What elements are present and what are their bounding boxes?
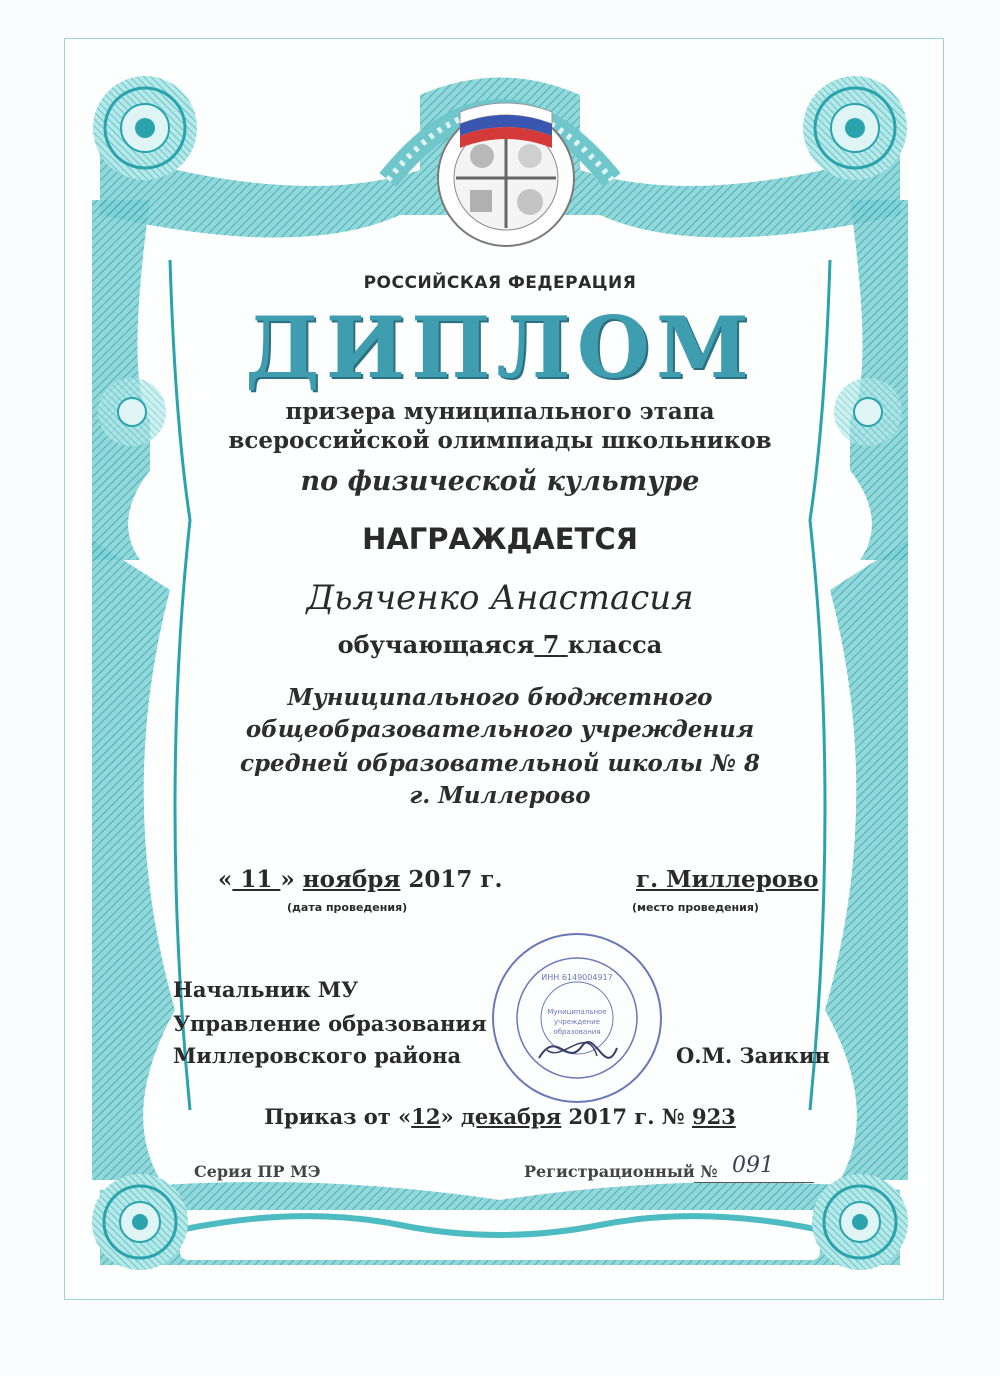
country-heading: РОССИЙСКАЯ ФЕДЕРАЦИЯ — [363, 273, 637, 293]
event-year: 2017 г. — [400, 866, 503, 893]
svg-text:ИНН 6149004917: ИНН 6149004917 — [541, 973, 613, 982]
subject-line: по физической культуре — [300, 466, 700, 497]
grade-number: 7 — [542, 630, 560, 659]
subtitle-line2: всероссийской олимпиады школьников — [228, 427, 772, 454]
signer-position-line1: Начальник МУ — [173, 977, 359, 1002]
series-label: Серия ПР МЭ — [194, 1162, 321, 1181]
school-line3: средней образовательной школы № 8 — [239, 750, 761, 777]
order-number: 923 — [691, 1104, 736, 1129]
rosette-bottom-left — [92, 1174, 188, 1270]
event-day: 11 — [232, 866, 281, 893]
registration-label: Регистрационный № — [524, 1162, 718, 1181]
subtitle-line1: призера муниципального этапа — [285, 398, 715, 425]
school-line1: Муниципального бюджетного — [287, 684, 713, 711]
signer-position-line3: Миллеровского района — [173, 1043, 462, 1068]
svg-text:Муниципальное: Муниципальное — [547, 1008, 607, 1016]
event-month: ноября — [302, 866, 401, 893]
student-grade-line — [0, 630, 1000, 659]
place-caption: (место проведения) — [632, 901, 759, 914]
awarded-label: НАГРАЖДАЕТСЯ — [362, 522, 638, 556]
rosette-bottom-right — [812, 1174, 908, 1270]
order-line: Приказ от «12» декабря 2017 г. № 923 — [264, 1104, 736, 1129]
school-line4: г. Миллерово — [409, 782, 591, 809]
svg-text:образования: образования — [553, 1028, 601, 1036]
signer-position-line2: Управление образования — [173, 1011, 487, 1036]
svg-text:учреждение: учреждение — [554, 1018, 600, 1026]
signer-name: О.М. Заикин — [676, 1043, 830, 1068]
order-day: 12 — [411, 1104, 441, 1129]
registration-number: 091 — [732, 1153, 774, 1178]
official-stamp — [487, 928, 667, 1108]
registration-underline — [694, 1182, 814, 1183]
date-caption: (дата проведения) — [287, 901, 408, 914]
student-suffix: класса — [567, 630, 663, 659]
student-prefix: обучающаяся — [337, 630, 535, 659]
diploma-title: ДИПЛОМ — [245, 298, 755, 397]
event-date: « 11 » ноября 2017 г. — [218, 866, 503, 893]
rosette-top-left — [93, 76, 197, 180]
event-place: г. Миллерово — [636, 866, 819, 893]
recipient-name: Дьяченко Анастасия — [306, 578, 694, 618]
rosette-top-right — [803, 76, 907, 180]
order-month: декабря — [460, 1104, 562, 1129]
school-line2: общеобразовательного учреждения — [245, 716, 755, 743]
